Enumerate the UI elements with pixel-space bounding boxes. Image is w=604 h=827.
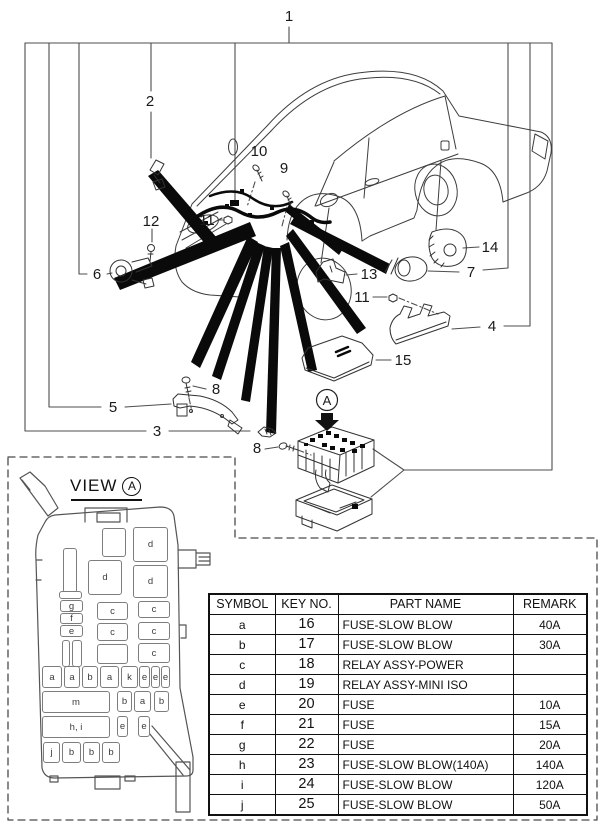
header-part-name: PART NAME <box>338 594 513 615</box>
header-key-no: KEY NO. <box>275 594 338 615</box>
fuse-cell-f: f <box>60 613 83 624</box>
cell-part: FUSE-SLOW BLOW <box>338 615 513 635</box>
header-remark: REMARK <box>513 594 587 615</box>
cell-key: 21 <box>275 715 338 735</box>
fuse-cell-blank <box>63 548 77 593</box>
cell-part: FUSE-SLOW BLOW <box>338 795 513 816</box>
cell-key: 19 <box>275 675 338 695</box>
fuse-cell-c: c <box>138 601 170 618</box>
cell-key: 18 <box>275 655 338 675</box>
cell-sym: g <box>209 735 275 755</box>
table-row <box>209 715 587 735</box>
cell-sym: b <box>209 635 275 655</box>
callout-15: 15 <box>394 352 412 369</box>
cell-rem: 30A <box>513 635 587 655</box>
cell-key: 17 <box>275 635 338 655</box>
cell-rem: 20A <box>513 735 587 755</box>
cell-part: FUSE-SLOW BLOW <box>338 635 513 655</box>
cell-rem <box>513 655 587 675</box>
cell-key: 22 <box>275 735 338 755</box>
cell-key: 16 <box>275 615 338 635</box>
fuse-cell-e: e <box>161 666 170 688</box>
table-row <box>209 735 587 755</box>
fuse-cell-j: j <box>43 742 60 763</box>
cell-key: 20 <box>275 695 338 715</box>
table-header-row <box>209 594 587 615</box>
cell-rem: 15A <box>513 715 587 735</box>
fuse-cell-c: c <box>97 602 128 620</box>
fuse-cell-b: b <box>83 742 100 763</box>
table-row <box>209 655 587 675</box>
callout-10: 10 <box>250 143 268 160</box>
fuse-cell-d: d <box>88 560 122 595</box>
callout-9: 9 <box>279 160 289 177</box>
cell-rem: 10A <box>513 695 587 715</box>
parts-table <box>208 593 588 816</box>
table-row <box>209 755 587 775</box>
fuse-cell-c: c <box>97 623 128 641</box>
table-row <box>209 615 587 635</box>
cell-part: RELAY ASSY-MINI ISO <box>338 675 513 695</box>
cell-sym: j <box>209 795 275 816</box>
cell-rem: 40A <box>513 615 587 635</box>
fuse-cell-c: c <box>138 622 170 640</box>
cell-sym: e <box>209 695 275 715</box>
fuse-cell-blank <box>102 528 126 557</box>
callout-12: 12 <box>142 213 160 230</box>
callout-6: 6 <box>92 266 102 283</box>
cell-sym: i <box>209 775 275 795</box>
cell-sym: f <box>209 715 275 735</box>
callout-5: 5 <box>108 399 118 416</box>
callout-13: 13 <box>360 266 378 283</box>
fuse-cell-a: a <box>134 691 151 712</box>
callout-11a: 11 <box>199 212 215 229</box>
cell-rem: 140A <box>513 755 587 775</box>
fuse-cell-b: b <box>102 742 120 763</box>
fuse-cell-b: b <box>117 691 132 712</box>
fuse-cell-blank <box>62 640 70 667</box>
table-row <box>209 795 587 816</box>
cell-key: 23 <box>275 755 338 775</box>
cell-sym: d <box>209 675 275 695</box>
fuse-cell-e: e <box>139 666 150 688</box>
cell-part: FUSE-SLOW BLOW <box>338 775 513 795</box>
cell-rem: 50A <box>513 795 587 816</box>
view-ref-circle <box>122 477 141 496</box>
cell-part: FUSE-SLOW BLOW(140A) <box>338 755 513 775</box>
callout-4: 4 <box>487 318 497 335</box>
fuse-cell-d: d <box>133 565 168 598</box>
table-row <box>209 635 587 655</box>
cell-part: RELAY ASSY-POWER <box>338 655 513 675</box>
cell-key: 24 <box>275 775 338 795</box>
fuse-cell-a: a <box>64 666 80 688</box>
table-row <box>209 775 587 795</box>
fuse-cell-e: e <box>117 716 128 737</box>
fuse-cell-c: c <box>138 643 170 663</box>
fuse-cell-m: m <box>42 691 110 713</box>
callout-2: 2 <box>145 93 155 110</box>
callout-14: 14 <box>481 239 499 256</box>
fuse-cell-blank <box>59 591 82 599</box>
view-label: VIEW <box>70 476 118 495</box>
fuse-cell-a: a <box>100 666 119 688</box>
cell-key: 25 <box>275 795 338 816</box>
cell-rem: 120A <box>513 775 587 795</box>
callout-11b: 11 <box>354 289 370 306</box>
header-symbol: SYMBOL <box>209 594 275 615</box>
callout-7: 7 <box>466 264 476 281</box>
fuse-cell-b: b <box>62 742 81 763</box>
cell-sym: h <box>209 755 275 775</box>
cell-part: FUSE <box>338 715 513 735</box>
fuse-cell-blank <box>72 640 82 667</box>
callout-1: 1 <box>284 8 294 25</box>
fuse-cell-d: d <box>133 527 168 562</box>
cell-sym: c <box>209 655 275 675</box>
table-row <box>209 675 587 695</box>
view-ref-letter-diagram: A <box>322 393 332 408</box>
cell-sym: a <box>209 615 275 635</box>
view-title-underline <box>71 499 142 501</box>
fuse-cell-blank <box>97 644 128 664</box>
callout-8a: 8 <box>211 381 221 398</box>
fuse-cell-e: e <box>60 625 83 637</box>
fuse-cell-hi: h, i <box>42 716 110 738</box>
fuse-cell-b: b <box>154 691 169 712</box>
cell-rem <box>513 675 587 695</box>
fuse-cell-k: k <box>121 666 138 688</box>
fuse-cell-a: a <box>42 666 62 688</box>
fuse-cell-g: g <box>60 600 83 612</box>
fuse-cell-e: e <box>151 666 160 688</box>
cell-part: FUSE <box>338 695 513 715</box>
cell-part: FUSE <box>338 735 513 755</box>
callout-8b: 8 <box>252 440 262 457</box>
table-row <box>209 695 587 715</box>
fuse-cell-e: e <box>138 716 150 737</box>
fuse-cell-b: b <box>82 666 98 688</box>
view-ref-letter-title: A <box>127 479 136 493</box>
view-a-title <box>70 476 141 496</box>
callout-3: 3 <box>152 423 162 440</box>
